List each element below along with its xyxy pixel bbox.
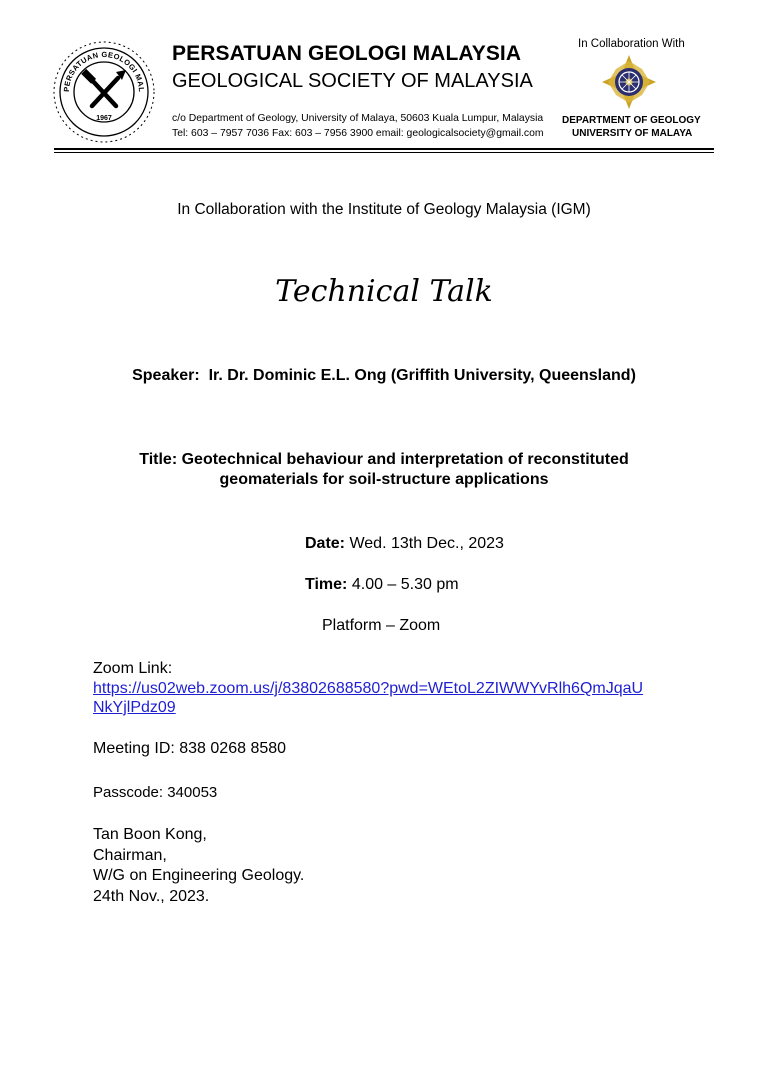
date-label: Date:	[305, 535, 346, 552]
page-title: Technical Talk	[275, 274, 493, 309]
signatory-name: Tan Boon Kong,	[93, 826, 207, 843]
org-address: c/o Department of Geology, University of Malaya, 50603 Kuala Lumpur, Malaysia	[172, 113, 544, 124]
talk-title-line-2: geomaterials for soil-structure applications	[219, 471, 549, 488]
date-line	[305, 535, 504, 553]
seal-year: 1967	[96, 115, 112, 122]
partner-university: UNIVERSITY OF MALAYA	[572, 128, 693, 139]
speaker-line	[0, 367, 768, 385]
partner-department: DEPARTMENT OF GEOLOGY	[562, 115, 701, 126]
meeting-id: Meeting ID: 838 0268 8580	[93, 740, 287, 757]
society-seal-logo	[52, 40, 156, 144]
platform-line: Platform – Zoom	[322, 617, 441, 634]
time-line	[305, 576, 459, 594]
signatory-group: W/G on Engineering Geology.	[93, 867, 305, 884]
signature-date: 24th Nov., 2023.	[93, 888, 210, 905]
zoom-link-continued[interactable]: NkYjlPdz09	[93, 699, 176, 716]
org-name-english: GEOLOGICAL SOCIETY OF MALAYSIA	[172, 70, 533, 92]
time-value: 4.00 – 5.30 pm	[351, 576, 459, 593]
header-divider	[54, 148, 714, 150]
university-malaya-logo	[598, 53, 660, 111]
zoom-link-label: Zoom Link:	[93, 660, 173, 677]
collaboration-label: In Collaboration With	[578, 38, 685, 50]
date-value: Wed. 13th Dec., 2023	[349, 535, 504, 552]
zoom-link[interactable]: https://us02web.zoom.us/j/83802688580?pwd=WEtoL2ZIWWYvRlh6QmJqaU	[93, 680, 644, 697]
collaboration-line: In Collaboration with the Institute of Geology Malaysia (IGM)	[177, 201, 591, 218]
speaker-label: Speaker:	[132, 367, 200, 384]
org-name-malay: PERSATUAN GEOLOGI MALAYSIA	[172, 42, 522, 65]
header-divider-thin	[54, 152, 714, 153]
time-label: Time:	[305, 576, 348, 593]
passcode: Passcode: 340053	[93, 784, 218, 801]
speaker-name: Ir. Dr. Dominic E.L. Ong (Griffith University, Queensland)	[208, 367, 636, 384]
talk-title-line-1: Title: Geotechnical behaviour and interpretation of reconstituted	[139, 451, 629, 468]
signatory-role: Chairman,	[93, 847, 167, 864]
seal-ring-text: PERSATUAN GEOLOGI MAL	[61, 49, 147, 93]
org-contact: Tel: 603 – 7957 7036 Fax: 603 – 7956 3900 email: geologicalsociety@gmail.com	[172, 128, 544, 139]
